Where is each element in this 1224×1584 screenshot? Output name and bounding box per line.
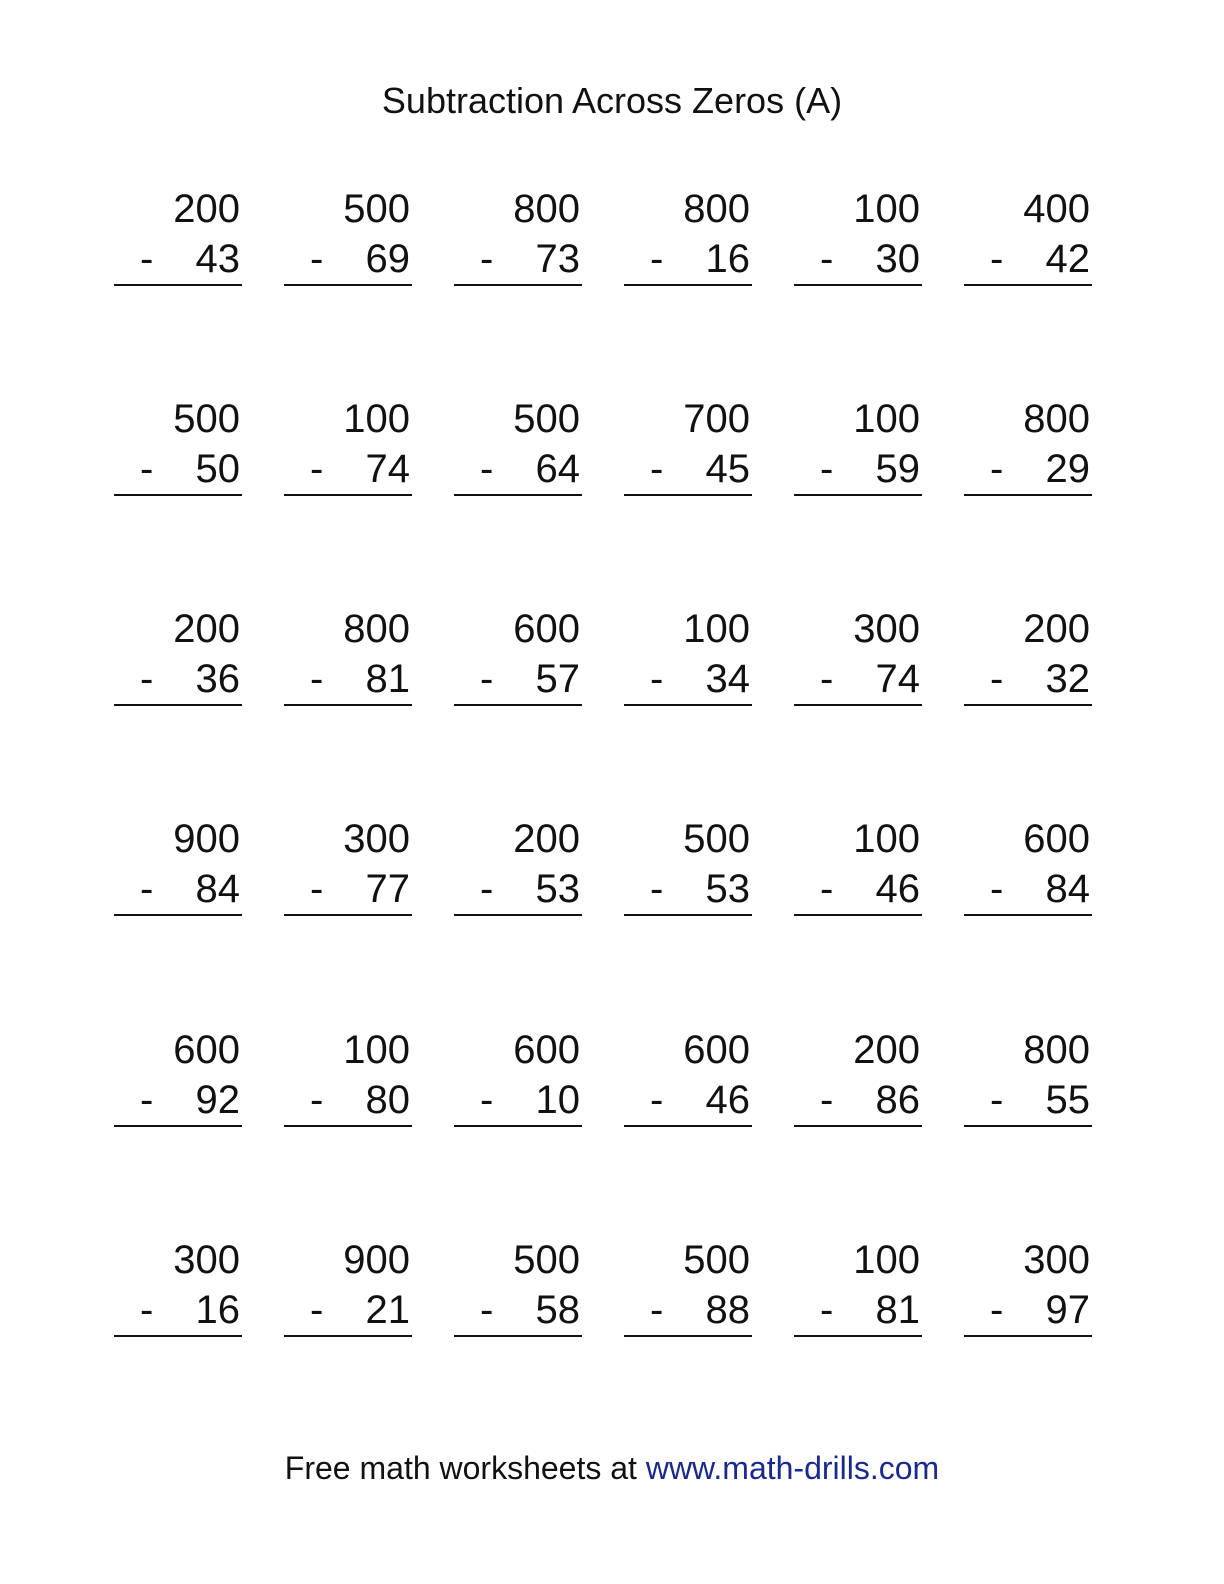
minus-sign: - bbox=[650, 1078, 664, 1122]
subtraction-problem bbox=[794, 816, 922, 916]
subtraction-problem bbox=[114, 186, 242, 286]
minus-sign: - bbox=[650, 1288, 664, 1332]
minuend: 800 bbox=[1023, 397, 1090, 441]
answer-line bbox=[964, 704, 1092, 706]
minus-sign: - bbox=[820, 867, 834, 911]
subtraction-problem bbox=[794, 1027, 922, 1127]
subtrahend: 74 bbox=[365, 447, 410, 491]
minus-sign: - bbox=[140, 237, 154, 281]
minus-sign: - bbox=[480, 1078, 494, 1122]
subtraction-problem bbox=[624, 606, 752, 706]
subtraction-problem bbox=[454, 606, 582, 706]
answer-line bbox=[284, 1125, 412, 1127]
subtrahend: 29 bbox=[1045, 447, 1090, 491]
minuend: 900 bbox=[173, 817, 240, 861]
minuend: 100 bbox=[343, 1028, 410, 1072]
subtrahend: 86 bbox=[875, 1078, 920, 1122]
subtraction-problem bbox=[284, 606, 412, 706]
subtrahend: 16 bbox=[705, 237, 750, 281]
answer-line bbox=[454, 914, 582, 916]
subtraction-problem bbox=[454, 816, 582, 916]
subtrahend: 46 bbox=[705, 1078, 750, 1122]
subtrahend: 42 bbox=[1045, 237, 1090, 281]
subtraction-problem bbox=[284, 186, 412, 286]
subtrahend: 57 bbox=[535, 657, 580, 701]
answer-line bbox=[794, 494, 922, 496]
subtraction-problem bbox=[624, 1027, 752, 1127]
answer-line bbox=[454, 1125, 582, 1127]
answer-line bbox=[964, 494, 1092, 496]
minuend: 200 bbox=[853, 1028, 920, 1072]
subtraction-problem bbox=[454, 186, 582, 286]
minuend: 500 bbox=[343, 187, 410, 231]
footer-text: Free math worksheets at bbox=[284, 1450, 646, 1486]
subtrahend: 73 bbox=[535, 237, 580, 281]
minuend: 100 bbox=[853, 397, 920, 441]
minus-sign: - bbox=[480, 1288, 494, 1332]
answer-line bbox=[794, 284, 922, 286]
subtraction-problem bbox=[794, 186, 922, 286]
subtrahend: 30 bbox=[875, 237, 920, 281]
minus-sign: - bbox=[140, 657, 154, 701]
subtraction-problem bbox=[794, 1237, 922, 1337]
subtrahend: 69 bbox=[365, 237, 410, 281]
subtrahend: 43 bbox=[195, 237, 240, 281]
minus-sign: - bbox=[990, 867, 1004, 911]
subtraction-problem bbox=[624, 186, 752, 286]
subtrahend: 58 bbox=[535, 1288, 580, 1332]
subtrahend: 84 bbox=[1045, 867, 1090, 911]
answer-line bbox=[624, 494, 752, 496]
answer-line bbox=[794, 704, 922, 706]
answer-line bbox=[964, 1335, 1092, 1337]
minuend: 800 bbox=[683, 187, 750, 231]
minus-sign: - bbox=[480, 237, 494, 281]
answer-line bbox=[114, 284, 242, 286]
minus-sign: - bbox=[820, 447, 834, 491]
minuend: 500 bbox=[683, 817, 750, 861]
answer-line bbox=[624, 704, 752, 706]
minuend: 500 bbox=[683, 1238, 750, 1282]
answer-line bbox=[114, 704, 242, 706]
minus-sign: - bbox=[820, 1078, 834, 1122]
minus-sign: - bbox=[990, 657, 1004, 701]
answer-line bbox=[114, 914, 242, 916]
minuend: 200 bbox=[1023, 607, 1090, 651]
minuend: 500 bbox=[513, 397, 580, 441]
subtraction-problem bbox=[794, 606, 922, 706]
minuend: 200 bbox=[173, 187, 240, 231]
answer-line bbox=[284, 914, 412, 916]
subtrahend: 32 bbox=[1045, 657, 1090, 701]
subtraction-problem bbox=[964, 186, 1092, 286]
subtrahend: 92 bbox=[195, 1078, 240, 1122]
answer-line bbox=[794, 914, 922, 916]
subtrahend: 74 bbox=[875, 657, 920, 701]
subtrahend: 53 bbox=[705, 867, 750, 911]
minus-sign: - bbox=[310, 867, 324, 911]
worksheet-title: Subtraction Across Zeros (A) bbox=[381, 80, 843, 121]
subtrahend: 16 bbox=[195, 1288, 240, 1332]
subtraction-problem bbox=[624, 396, 752, 496]
answer-line bbox=[794, 1335, 922, 1337]
answer-line bbox=[794, 1125, 922, 1127]
minus-sign: - bbox=[990, 447, 1004, 491]
minuend: 100 bbox=[683, 607, 750, 651]
minuend: 900 bbox=[343, 1238, 410, 1282]
minuend: 800 bbox=[343, 607, 410, 651]
subtrahend: 81 bbox=[875, 1288, 920, 1332]
subtraction-problem bbox=[964, 1027, 1092, 1127]
subtrahend: 46 bbox=[875, 867, 920, 911]
minus-sign: - bbox=[480, 867, 494, 911]
minus-sign: - bbox=[990, 1288, 1004, 1332]
subtraction-problem bbox=[284, 396, 412, 496]
minus-sign: - bbox=[650, 447, 664, 491]
subtraction-problem bbox=[114, 816, 242, 916]
minus-sign: - bbox=[650, 237, 664, 281]
minuend: 100 bbox=[853, 187, 920, 231]
footer-link[interactable]: www.math-drills.com bbox=[645, 1450, 940, 1486]
minus-sign: - bbox=[820, 237, 834, 281]
answer-line bbox=[454, 704, 582, 706]
subtraction-problem bbox=[114, 1237, 242, 1337]
minus-sign: - bbox=[140, 447, 154, 491]
answer-line bbox=[284, 704, 412, 706]
minus-sign: - bbox=[820, 1288, 834, 1332]
answer-line bbox=[624, 1125, 752, 1127]
minuend: 100 bbox=[853, 1238, 920, 1282]
subtrahend: 80 bbox=[365, 1078, 410, 1122]
subtraction-problem bbox=[114, 1027, 242, 1127]
minuend: 100 bbox=[343, 397, 410, 441]
subtrahend: 77 bbox=[365, 867, 410, 911]
subtraction-problem bbox=[284, 1027, 412, 1127]
answer-line bbox=[114, 494, 242, 496]
minus-sign: - bbox=[480, 657, 494, 701]
answer-line bbox=[624, 1335, 752, 1337]
subtraction-problem bbox=[964, 606, 1092, 706]
minus-sign: - bbox=[310, 1078, 324, 1122]
minuend: 700 bbox=[683, 397, 750, 441]
answer-line bbox=[454, 1335, 582, 1337]
minuend: 600 bbox=[173, 1028, 240, 1072]
minuend: 800 bbox=[1023, 1028, 1090, 1072]
subtrahend: 53 bbox=[535, 867, 580, 911]
subtrahend: 10 bbox=[535, 1078, 580, 1122]
subtraction-problem bbox=[114, 606, 242, 706]
subtraction-problem bbox=[964, 396, 1092, 496]
minuend: 200 bbox=[513, 817, 580, 861]
minus-sign: - bbox=[310, 1288, 324, 1332]
answer-line bbox=[964, 1125, 1092, 1127]
subtraction-problem bbox=[624, 1237, 752, 1337]
subtrahend: 81 bbox=[365, 657, 410, 701]
footer bbox=[0, 1448, 1224, 1488]
answer-line bbox=[454, 494, 582, 496]
subtrahend: 45 bbox=[705, 447, 750, 491]
subtraction-problem bbox=[454, 396, 582, 496]
minuend: 600 bbox=[683, 1028, 750, 1072]
subtrahend: 97 bbox=[1045, 1288, 1090, 1332]
subtrahend: 88 bbox=[705, 1288, 750, 1332]
answer-line bbox=[114, 1335, 242, 1337]
answer-line bbox=[284, 284, 412, 286]
minus-sign: - bbox=[140, 1078, 154, 1122]
subtraction-problem bbox=[964, 1237, 1092, 1337]
minuend: 100 bbox=[853, 817, 920, 861]
minuend: 500 bbox=[513, 1238, 580, 1282]
subtrahend: 55 bbox=[1045, 1078, 1090, 1122]
minus-sign: - bbox=[990, 237, 1004, 281]
subtraction-problem bbox=[794, 396, 922, 496]
subtraction-problem bbox=[114, 396, 242, 496]
subtraction-problem bbox=[624, 816, 752, 916]
answer-line bbox=[284, 1335, 412, 1337]
answer-line bbox=[624, 914, 752, 916]
minus-sign: - bbox=[310, 447, 324, 491]
subtraction-problem bbox=[284, 1237, 412, 1337]
answer-line bbox=[964, 914, 1092, 916]
subtrahend: 34 bbox=[705, 657, 750, 701]
subtraction-problem bbox=[454, 1237, 582, 1337]
minuend: 300 bbox=[1023, 1238, 1090, 1282]
subtrahend: 64 bbox=[535, 447, 580, 491]
minuend: 300 bbox=[173, 1238, 240, 1282]
minus-sign: - bbox=[310, 657, 324, 701]
subtrahend: 21 bbox=[365, 1288, 410, 1332]
subtrahend: 59 bbox=[875, 447, 920, 491]
answer-line bbox=[284, 494, 412, 496]
minus-sign: - bbox=[480, 447, 494, 491]
minuend: 600 bbox=[513, 607, 580, 651]
minuend: 800 bbox=[513, 187, 580, 231]
subtrahend: 84 bbox=[195, 867, 240, 911]
minus-sign: - bbox=[650, 867, 664, 911]
subtrahend: 50 bbox=[195, 447, 240, 491]
subtraction-problem bbox=[964, 816, 1092, 916]
answer-line bbox=[964, 284, 1092, 286]
answer-line bbox=[114, 1125, 242, 1127]
minuend: 600 bbox=[513, 1028, 580, 1072]
minuend: 400 bbox=[1023, 187, 1090, 231]
minus-sign: - bbox=[140, 1288, 154, 1332]
minus-sign: - bbox=[310, 237, 324, 281]
minuend: 300 bbox=[853, 607, 920, 651]
minus-sign: - bbox=[990, 1078, 1004, 1122]
minus-sign: - bbox=[140, 867, 154, 911]
subtrahend: 36 bbox=[195, 657, 240, 701]
minuend: 300 bbox=[343, 817, 410, 861]
minuend: 500 bbox=[173, 397, 240, 441]
minuend: 200 bbox=[173, 607, 240, 651]
subtraction-problem bbox=[284, 816, 412, 916]
minus-sign: - bbox=[650, 657, 664, 701]
minuend: 600 bbox=[1023, 817, 1090, 861]
minus-sign: - bbox=[820, 657, 834, 701]
answer-line bbox=[454, 284, 582, 286]
subtraction-problem bbox=[454, 1027, 582, 1127]
answer-line bbox=[624, 284, 752, 286]
